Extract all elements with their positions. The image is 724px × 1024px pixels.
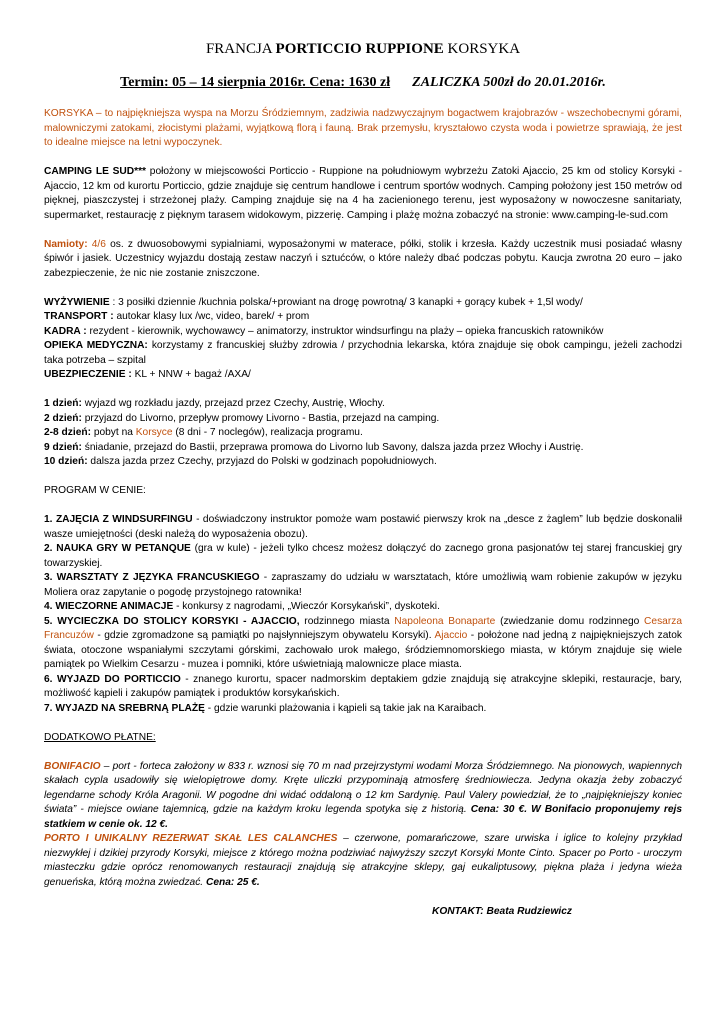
- itinerary-day: 2-8 dzień: pobyt na Korsyce (8 dni - 7 noclegów), realizacja programu.: [44, 427, 363, 438]
- program-item: 7. WYJAZD NA SREBRNĄ PLAŻĘ - gdzie warunki plażowania i kąpieli są takie jak na Karaibach.: [44, 702, 487, 714]
- itinerary-day: 10 dzień: dalsza jazda przez Czechy, przyjazd do Polski w godzinach popołudniowych.: [44, 456, 437, 467]
- tents-paragraph: Namioty: 4/6 os. z dwuosobowymi sypialniami, wyposażonymi w materace, półki, stolik i krzesła. Każdy uczestnik musi posiadać własny śpiwór i jasiek. Uczestnicy wyjazdu dostają zestaw naczyń i sztućców, o które należy dbać podczas pobytu. Kaucja zwrotna 20 euro – jako zabezpieczenie, że nic nie zostanie zniszczone.: [44, 238, 682, 279]
- program-item: 2. NAUKA GRY W PETANQUE (gra w kule) - jeżeli tylko chcesz możesz dołączyć do zacnego grona pasjonatów tej starej francuskiej gry towarzyskiej.: [44, 543, 682, 569]
- itinerary-day: 2 dzień: przyjazd do Livorno, przepływ promowy Livorno - Bastia, przejazd na camping.: [44, 412, 440, 424]
- info-item: OPIEKA MEDYCZNA: korzystamy z francuskiej służby zdrowia / przychodnia lekarska, która znajduje się obok campingu, jeżeli zachodzi taka potrzeba – szpital: [44, 340, 682, 366]
- program-heading: PROGRAM W CENIE:: [44, 485, 146, 496]
- info-item: WYŻYWIENIE : 3 posiłki dziennie /kuchnia polska/+prowiant na drogę powrotną/ 3 kanapki + gorący kubek + 1,5l wody/: [44, 296, 583, 308]
- term-line: [44, 74, 682, 91]
- term-price: Termin: 05 – 14 sierpnia 2016r. Cena: 1630 zł: [120, 75, 391, 90]
- intro-paragraph: KORSYKA – to najpiękniejsza wyspa na Morzu Śródziemnym, zadziwia nadzwyczajnym bogactwem krajobrazów - wszechobecnymi górami, malowniczymi zatokami, złocistymi plażami, wyjątkową florą i fauną. Brak przemysłu, kryształowo czysta woda i powietrze sprawiają, że jest to idealne miejsce na letni wypoczynek.: [44, 108, 682, 148]
- program-item: 5. WYCIECZKA DO STOLICY KORSYKI - AJACCIO, rodzinnego miasta Napoleona Bonaparte (zwiedzanie domu rodzinnego Cesarza Francuzów - gdzie zgromadzone są pamiątki po najsłynniejszym obywatelu Korsyki). Ajaccio - położone nad jedną z najpiękniejszych zatok świata, otoczone wspaniałymi szczytami górskimi, zachowało urok małego, śródziemnomorskiego miasta, w którym znajduje się wiele pamiątek po Wielkim Cesarzu - muzea i pomniki, które uświetniają malownicze place miasta.: [44, 615, 683, 670]
- program-item: 6. WYJAZD DO PORTICCIO - znanego kurortu, spacer nadmorskim deptakiem gdzie znajdują się atrakcyjne sklepiki, restauracje, bary, możliwość kąpieli i zakupów pamiątek i produktów korsykańskich.: [44, 673, 682, 699]
- info-item: KADRA : rezydent - kierownik, wychowawcy – animatorzy, instruktor windsurfingu na plaży – opieka francuskich ratowników: [44, 325, 604, 337]
- itinerary-day: 1 dzień: wyjazd wg rozkładu jazdy, przejazd przez Czechy, Austrię, Włochy.: [44, 398, 385, 409]
- info-item: UBEZPIECZENIE : KL + NNW + bagaż /AXA/: [44, 369, 251, 380]
- program-list: [44, 513, 682, 716]
- deposit-info: ZALICZKA 500zł do 20.01.2016r.: [412, 75, 606, 90]
- program-item: 1. ZAJĘCIA Z WINDSURFINGU - doświadczony instruktor pomoże wam postawić pierwszy krok na „desce z żaglem” lub będzie doskonalił wasze umiejętności (deski należą do wyposażenia obozu).: [44, 514, 682, 540]
- itinerary-day: 9 dzień: śniadanie, przejazd do Bastii, przeprawa promowa do Livorno lub Savony, dalsza jazda przez Włochy i Austrię.: [44, 441, 584, 453]
- program-item: 3. WARSZTATY Z JĘZYKA FRANCUSKIEGO - zapraszamy do udziału w warsztatach, które umożliwią wam robienie zakupów w języku Moliera oraz zapytanie o pogodę przystojnego ratownika!: [44, 572, 682, 598]
- porto-item: PORTO I UNIKALNY REZERWAT SKAŁ LES CALANCHES – czerwone, pomarańczowe, szare urwiska i iglice to kolejny przykład niezwykłej i dzikiej przyrody Korsyki, miejsce z którego można podziwiać najwyższy szczyt Korsyki Monte Cinto. Spacer po Porto - uroczym miasteczku gdzie oprócz renomowanych restauracji znajdują się atrakcyjne sklepy, gaj eukaliptusowy, piękna plaża i jedyna wieża genueńska, którą można zwiedzać. Cena: 25 €.: [44, 833, 682, 888]
- itinerary-block: [44, 397, 682, 470]
- extras-block: [44, 760, 682, 891]
- bonifacio-item: BONIFACIO – port - forteca założony w 833 r. wznosi się 70 m nad przejrzystymi wodami Morza Śródziemnego. Na pionowych, wapiennych skałach cypla usadowiły się wielopiętrowe domy. Kręte uliczki przypominają atmosferę średniowiecza. Jedyna okazja żeby zobaczyć legendarne schody Króla Aragonii. W pogodne dni widać oddaloną o 12 km Sardynię. Paul Valery powiedział, że to „najpiękniejszy koniec świata” - miejsce owiane tajemnicą, gdzie na każdym kroku legenda spotyka się z historią. Cena: 30 €. W Bonifacio proponujemy rejs statkiem w cenie ok. 12 €.: [44, 760, 682, 830]
- program-item: 4. WIECZORNE ANIMACJE - konkursy z nagrodami, „Wieczór Korsykański”, dyskoteki.: [44, 601, 440, 612]
- contact-line: KONTAKT: Beata Rudziewicz: [432, 905, 572, 917]
- extra-heading: DODATKOWO PŁATNE:: [44, 731, 156, 743]
- document-page: [44, 40, 682, 919]
- info-item: TRANSPORT : autokar klasy lux /wc, video, barek/ + prom: [44, 311, 310, 322]
- info-block: [44, 296, 682, 383]
- camping-paragraph: CAMPING LE SUD*** położony w miejscowości Porticcio - Ruppione na południowym wybrzeżu Zatoki Ajaccio, 25 km od stolicy Korsyki - Ajaccio, 12 km od kurortu Porticcio, gdzie znajduje się centrum handlowe i centrum sportów wodnych. Camping położony jest 150 metrów od pięknej, piaszczystej i strzeżonej plaży. Camping znajduje się na 4 ha zacienionego terenu, jest wyposażony w nowoczesne sanitariaty, supermarket, restaurację z pięknym tarasem widokowym, pizzerię. Camping i plażę można zobaczyć na stronie: www.camping-le-sud.com: [44, 166, 682, 221]
- page-title: FRANCJA PORTICCIO RUPPIONE KORSYKA: [205, 41, 521, 57]
